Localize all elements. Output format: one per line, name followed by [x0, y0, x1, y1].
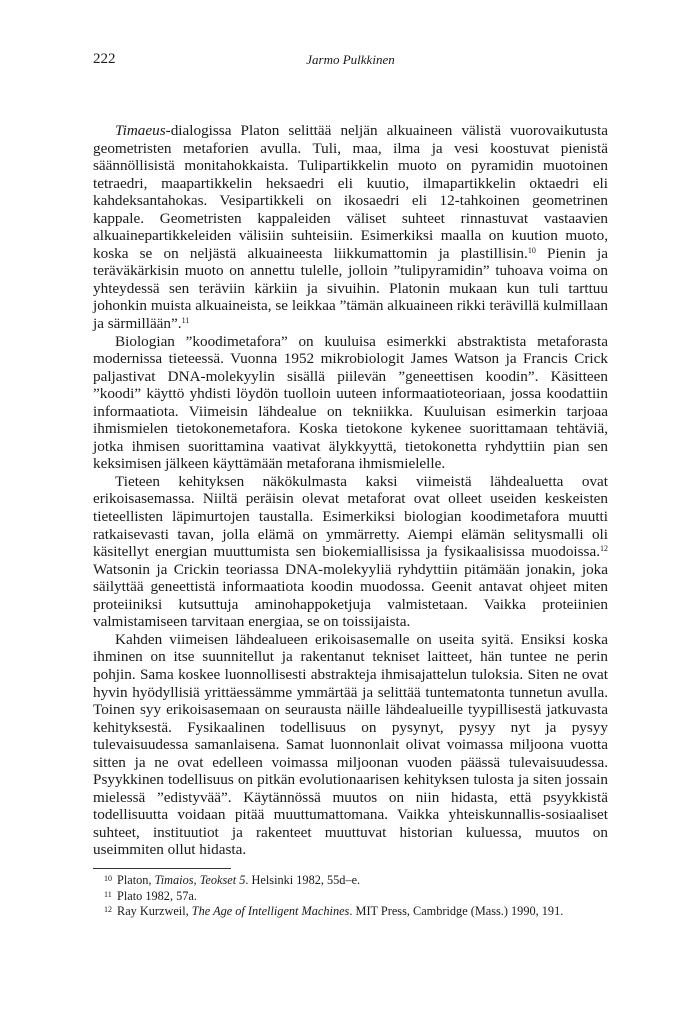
footnote-number: 12: [104, 905, 112, 915]
paragraph-1: [93, 122, 608, 333]
footnote-text: Platon,: [117, 873, 155, 887]
paragraph-text: Biologian ”koodimetafora” on kuuluisa esimerkki abstraktista metaforasta modernissa tieteessä. Vuonna 1952 mikrobiologit James Watson ja Francis Crick paljastivat DNA-molekyylin sisällä piilevän ”geneettisen koodin”. Käsitteen ”koodi” käyttö yhdisti löydön tuolloin uuteen informaatioteoriaan, jossa koodattiin informaatiota. Viimeisin lähdealue on tekniikka. Kuuluisan esimerkin tarjoaa ihmismielen tietokonemetafora. Koska tietokone kykenee suorittamaan tehtäviä, jotka ihmisen suorittamina vaativat älykkyyttä, tietokonetta ryhdyttiin pian sen keksimisen jälkeen käyttämään metaforana ihmismielelle.: [93, 332, 608, 473]
footnote-text: Plato 1982, 57a.: [117, 888, 197, 903]
paragraph-3: [93, 473, 608, 631]
title-italic: Timaeus: [115, 122, 166, 139]
paragraph-text: -dialogissa Platon selittää neljän alkuaineen välistä vuorovaikutusta geometristen metaforien avulla. Tuli, maa, ilma ja vesi koostuvat pienistä säännöllisistä monitahokkaista. Tulipartikkelin muoto on pyramidin muotoinen tetraedri, maapartikkelin heksaedri eli kuutio, ilmapartikkelin oktaedri eli kahdeksantahokas. Vesipartikkeli on ikosaedri eli 12-tahkoinen geometrinen kappale. Geometristen kappaleiden väliset suhteet rinnastuvat vastaavien alkuainepartikkeleiden välisiin suhteisiin. Esimerkiksi maalla on kuution muoto, koska se on neljästä alkuaineesta liikkumattomin ja plastillisin.: [93, 122, 608, 262]
paragraph-4: [93, 631, 608, 859]
footnote-text: ,: [193, 873, 200, 887]
footnote-text: Ray Kurzweil,: [117, 904, 192, 919]
footnote-title: Teokset 5: [199, 873, 246, 887]
footnote: [93, 889, 608, 905]
footnote: [93, 904, 608, 920]
paragraph-2: [93, 333, 608, 473]
footnotes: [93, 873, 608, 920]
footnote-ref: 11: [181, 316, 190, 326]
paragraph-text: Kahden viimeisen lähdealueen erikoisasemalle on useita syitä. Ensiksi koska ihminen on itse suunnitellut ja rakentanut tekniset laitteet, hän tuntee ne perin pohjin. Sama koskee luonnollisesti abstrakteja ihmisajattelun tuloksia. Siten ne ovat hyvin hyödyllisiä yrittäessämme ymmärtää ja selittää tuntematonta tunnetun avulla. Toinen syy erikoisasemaan on seurausta näille lähdealueille tyypillisestä jatkuvasta kehityksestä. Fysikaalinen todellisuus on pysynyt, pysyy nyt ja pysyy tulevaisuudessa samanlaisena. Samat luonnonlait olivat voimassa miljoona vuotta sitten ja ne ovat edelleen voimassa miljoonan vuoden päässä tulevaisuudessa. Psyykkinen todellisuus on pitkän evolutionaarisen kehityksen tulosta ja siten jossain mielessä ”edistyvää”. Käytännössä muutos on niin hidasta, että psyykkistä todellisuutta voidaan pitää muuttumattomana. Vaikka yhteiskunnallis-sosiaaliset suhteet, instituutiot ja rakenteet muuttuvat historian kuluessa, muutos on useimmiten ollut hidasta.: [93, 630, 608, 859]
footnote-number: 11: [104, 889, 112, 899]
footnote-text: . MIT Press, Cambridge (Mass.) 1990, 191.: [349, 904, 564, 919]
footnote: [93, 873, 608, 889]
paragraph-text: Pienin ja teräväkärkisin muoto on annettu tulelle, jolloin ”tulipyramidin” tuhoava voima on yhteydessä sen teräviin kärkiin ja sivuihin. Platonin mukaan kun tuli tarttuu johonkin muista alkuaineista, se leikkaa ”tämän alkuaineen rikki terävillä kulmillaan ja särmillään”.: [93, 244, 608, 333]
page-number: 222: [93, 51, 116, 67]
footnote-number: 10: [104, 874, 112, 883]
footnote-text: . Helsinki 1982, 55d–e.: [245, 873, 361, 887]
footnote-title: Timaios: [154, 873, 194, 887]
running-head: Jarmo Pulkkinen: [306, 52, 395, 67]
footnote-divider: [93, 868, 231, 869]
paragraph-text: Watsonin ja Crickin teoriassa DNA-molekyyliä ryhdyttiin pitämään jonakin, joka säilyttää geneettistä informaatiota koodin muodossa. Geenit antavat ohjeet miten proteiiniksi kutsuttuja aminohappoketjuja valmistetaan. Vaikka proteiinien valmistamiseen tarvitaan energiaa, se on toissijaista.: [93, 560, 608, 631]
paragraph-text: Tieteen kehityksen näkökulmasta kaksi viimeistä lähdealuetta ovat erikoisasemassa. Niiltä peräisin olevat metaforat ovat olleet useiden keskeisten tieteellisten läpimurtojen taustalla. Esimerkiksi biologian koodimetafora muutti ratkaisevasti tavan, jolla elämä on ymmärretty. Aiempi elämän selitysmalli oli käsitellyt energian muuttumista sen biokemiallisissa ja fysikaalisissa muodoissa.: [93, 472, 608, 561]
footnote-ref: 12: [600, 544, 608, 554]
footnote-ref: 10: [527, 245, 536, 255]
footnote-title: The Age of Intelligent Machines: [191, 904, 350, 919]
page-header: [93, 51, 608, 71]
body-text: [93, 122, 608, 859]
